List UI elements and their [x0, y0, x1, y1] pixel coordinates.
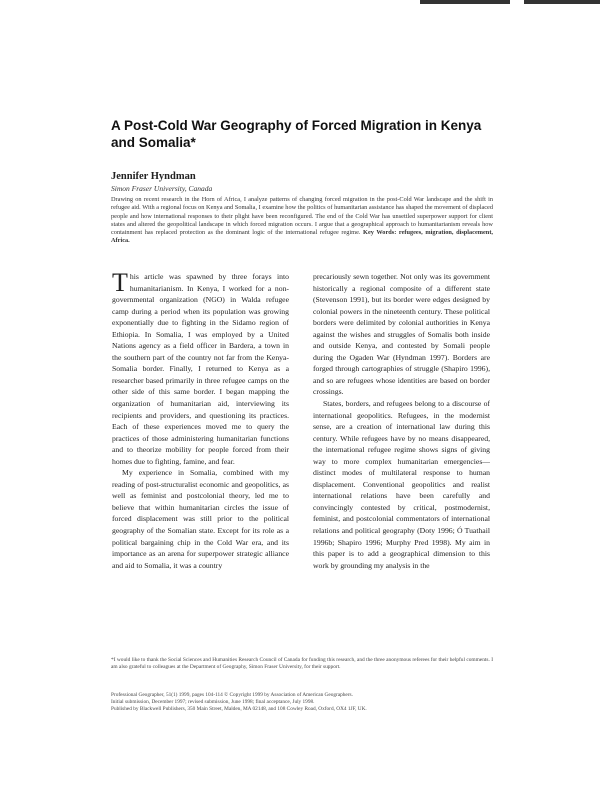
body-paragraph: States, borders, and refugees belong to a discourse of international geopolitics. Refugees, in the modernist sense, are a creation of international law during this century. While refugees have by no means disappeared, the international refugee regime shows signs of giving way to more complex humanitarian emergencies—distinct modes of multilateral response to human displacement. Conventional geopolitics and realist international relations have been carefully and convincingly contested by critical, postmodernist, feminist, and postcolonial commentators of international relations and political geography (Doty 1996; Ó Tuathail 1996b; Shapiro 1996; Murphy Pred 1998). My aim in this paper is to add a geographical dimension to this work by grounding my analysis in the — [313, 399, 490, 570]
author-name: Jennifer Hyndman — [111, 171, 196, 182]
body-paragraph: precariously sewn together. Not only was its government historically a regional composite of a different state (Stevenson 1991), but its border were edges designed by colonial powers in the nineteenth century. These political borders were delimited by colonial authorities in Kenya against the wishes and struggles of Somalis both inside and outside Kenya, and contested by Somali people during the Ogaden War (Hyndman 1997). Borders are forged through cartographies of struggle (Shapiro 1996), and so are refugees whose identities are based on border crossings. — [313, 272, 490, 397]
body-column-right — [313, 271, 490, 571]
author-affiliation: Simon Fraser University, Canada — [111, 184, 213, 193]
journal-info-line: Initial submission, December 1997; revised submission, June 1998; final acceptance, July 1998. — [111, 699, 315, 706]
journal-info-line: Published by Blackwell Publishers, 350 Main Street, Malden, MA 02148, and 108 Cowley Road, Oxford, OX4 1JF, UK. — [111, 706, 367, 713]
abstract-text: Drawing on recent research in the Horn of Africa, I analyze patterns of changing forced migration in the post-Cold War landscape and the shift in refugee aid. With a regional focus on Kenya and Somalia, I examine how the politics of humanitarian assistance has shaped the movement of displaced people and how international responses to their plight have been reconfigured. The end of the Cold War has unsettled superpower support for client states and altered the geopolitical landscape in which forced migration occurs. I argue that a geographical approach to humanitarianism reveals how containment has replaced protection as the dominant logic of the international refugee regime. — [111, 196, 493, 237]
keywords: refugees, migration, displacement, Africa. — [111, 229, 493, 245]
abstract — [111, 196, 493, 246]
body-column-left — [112, 268, 289, 571]
drop-cap: T — [112, 268, 128, 297]
header-rule-gap — [510, 0, 524, 4]
journal-info — [111, 692, 493, 714]
body-paragraph-text: his article was spawned by three forays into humanitarianism. In Kenya, I worked for a non-governmental organization (NGO) in Walda refugee camp during a period when its population was growing exponentially due to fighting in the Sidamo region of Ethiopia. In Somalia, I was employed by a United Nations agency as a field officer in Bardera, a town in the southern part of the country not far from the Kenya-Somalia border. Finally, I returned to Kenya as a researcher based primarily in three refugee camps on the other side of this same border. I began mapping the organization of humanitarian aid, interviewing its recipients and providers, and questioning its practices. Each of these experiences moved me to query the practices of those administering humanitarian functions and to theorize mobility for people forced from their homes due to fighting, famine, and fear. — [112, 272, 289, 466]
footnote: *I would like to thank the Social Sciences and Humanities Research Council of Canada for funding this research, and the three anonymous referees for their helpful comments. I am also grateful to colleagues at the Department of Geography, Simon Fraser University, for their support. — [111, 657, 493, 670]
body-paragraph: My experience in Somalia, combined with my reading of post-structuralist economic and geopolitics, as well as feminist and postcolonial theory, led me to believe that within humanitarian circles the issue of forced displacement was still prior to the political geography of the Somalian state. Except for its role as a political bargaining chip in the Cold War era, and its importance as an arena for superpower strategic alliance and aid to Somalia, it was a country — [112, 468, 289, 570]
article-title: A Post-Cold War Geography of Forced Migration in Kenya and Somalia* — [111, 118, 482, 150]
body-paragraph — [112, 268, 289, 467]
journal-info-line: Professional Geographer, 51(1) 1999, pages 104-114 © Copyright 1999 by Association of American Geographers. — [111, 692, 353, 698]
keywords-label: Key Words: — [363, 229, 397, 237]
